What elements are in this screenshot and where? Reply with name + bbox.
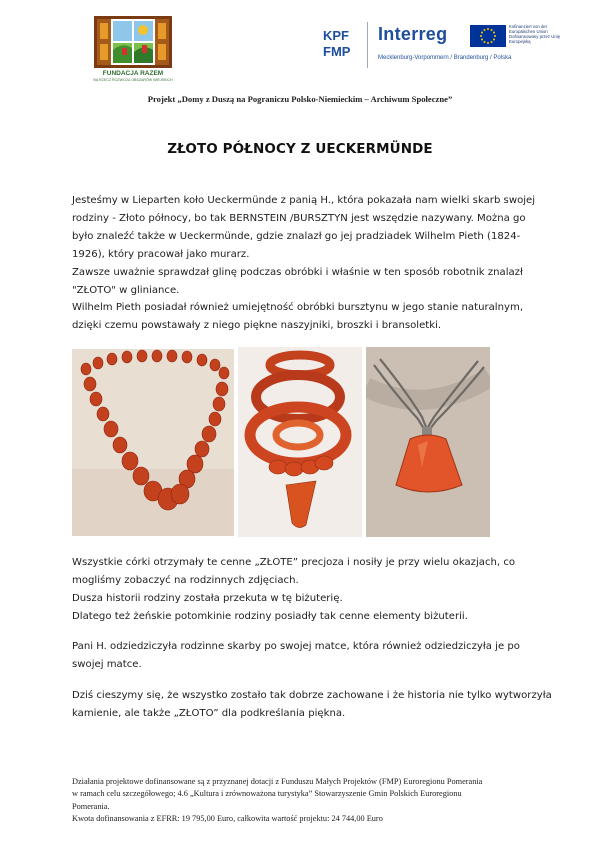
intro-line: "ZŁOTO" w gliniance. (72, 284, 180, 296)
intro-line: było znaleźć także w Ueckermünde, gdzie znalazł go jej pradziadek Wilhelm Pieth (1824- (72, 230, 521, 242)
footer-line: w ramach celu szczegółowego; 4.6 „Kultura i zrównoważona turystyka” Stowarzyszenie Gmin Polskich Euroregionu (72, 789, 462, 799)
fundacja-subtitle: NA RZECZ ROZWOJU OBSZARÓW WIEJSKICH (93, 78, 173, 82)
daughters-line: Dusza historii rodziny została przekuta w tę biżuterię. (72, 592, 343, 604)
logo-divider (367, 22, 368, 68)
footer-line: Kwota dofinansowania z EFRR: 19 795,00 Euro, całkowita wartość projektu: 24 744,00 Euro (72, 814, 383, 824)
inherit-paragraph (72, 638, 544, 674)
window-house-icon (92, 14, 174, 70)
intro-line: Zawsze uważnie sprawdzał glinę podczas obróbki i właśnie w ten sposób robotnik znalazł (72, 266, 523, 278)
daughters-line: Dlatego też żeńskie potomkinie rodziny posiadły tak cenne elementy biżuterii. (72, 610, 468, 622)
interreg-region: Mecklenburg-Vorpommern / Brandenburg / Polska (378, 55, 512, 61)
amber-pendant-chain-photo (366, 347, 490, 537)
intro-line: Wilhelm Pieth posiadał również umiejętność obróbki bursztynu w jego stanie naturalnym, (72, 302, 524, 314)
intro-line: rodziny - Złoto północy, bo tak BERNSTEIN /BURSZTYN jest wszędzie nazywany. Można go (72, 212, 526, 224)
today-line: Dziś cieszymy się, że wszystko zostało tak dobrze zachowane i że historia nie tylko wytworzyła (72, 690, 552, 701)
funding-footer (72, 776, 530, 826)
intro-line: 1926), który pracował jako murarz. (72, 248, 250, 260)
fundacja-name: FUNDACJA RAZEM (102, 70, 164, 77)
amber-beads-pendant-photo (238, 347, 362, 537)
today-paragraph (72, 687, 552, 723)
kpf-fmp-logo (323, 28, 363, 60)
daughters-line: mogliśmy zobaczyć na rodzinnych zdjęciach. (72, 574, 299, 586)
amber-necklace-photo (72, 349, 234, 536)
eu-cofinance-text: Kofinanziert von der Europäischen Union Dofinansowany przez Unię Europejską (509, 24, 561, 44)
intro-line: dzięki czemu powstawały z niego piękne naszyjniki, broszki i bransoletki. (72, 320, 442, 332)
intro-line: Jesteśmy w Lieparten koło Ueckermünde z panią H., która pokazała nam wielki skarb swojej (72, 195, 536, 206)
eu-flag-icon (470, 25, 506, 47)
fundacja-razem-logo (92, 14, 174, 84)
daughters-paragraph (72, 554, 544, 626)
footer-line: Pomerania. (72, 801, 110, 811)
inherit-line: Pani H. odziedziczyła rodzinne skarby po swojej matce, która również odziedziczyła je po (72, 641, 520, 652)
daughters-line: Wszystkie córki otrzymały te cenne „ZŁOTE” precjoza i nosiły je przy wielu okazjach, co (72, 557, 516, 568)
kpf-label: KPF (323, 28, 349, 43)
project-line: Projekt „Domy z Duszą na Pograniczu Polsko-Niemieckim – Archiwum Społeczne” (147, 94, 453, 104)
inherit-line: swojej matce. (72, 658, 142, 670)
page-title: ZŁOTO PÓŁNOCY Z UECKERMÜNDE (167, 141, 433, 157)
today-line: kamienie, ale także „ZŁOTO” dla podkreślania piękna. (72, 707, 346, 719)
interreg-logo: Interreg (378, 24, 448, 44)
footer-line: Działania projektowe dofinansowane są z przyznanej dotacji z Funduszu Małych Projektów (FMP) Euroregionu Pomerania (72, 777, 483, 786)
intro-paragraph (72, 192, 544, 335)
fmp-label: FMP (323, 44, 351, 59)
